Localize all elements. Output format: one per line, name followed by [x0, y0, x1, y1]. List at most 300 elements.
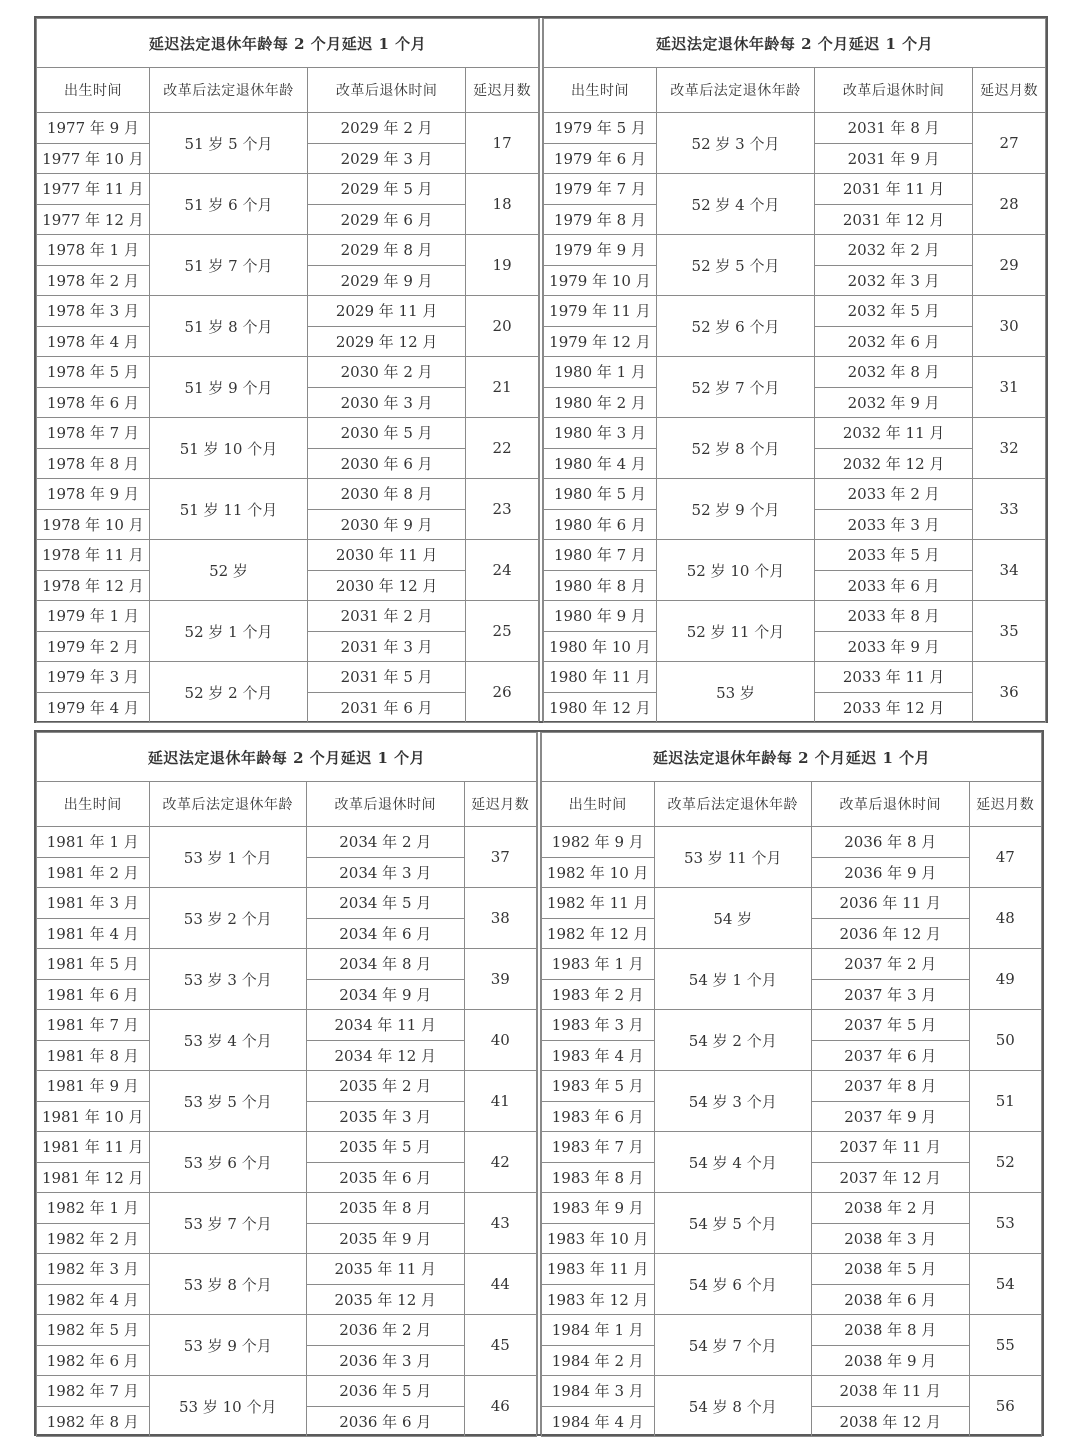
table-row [542, 888, 1042, 919]
birth-month-cell: 1983 年 8 月 [542, 1162, 655, 1193]
delay-months-cell: 47 [969, 827, 1042, 888]
delay-months-cell: 23 [466, 479, 539, 540]
table-row [544, 540, 1046, 571]
birth-month-cell: 1983 年 6 月 [542, 1101, 655, 1132]
birth-month-cell: 1980 年 5 月 [544, 479, 657, 510]
birth-month-cell: 1979 年 12 月 [544, 326, 657, 357]
retirement-age-cell: 52 岁 3 个月 [656, 113, 814, 174]
retirement-time-cell: 2030 年 2 月 [308, 357, 466, 388]
birth-month-cell: 1978 年 1 月 [37, 235, 150, 266]
birth-month-cell: 1978 年 11 月 [37, 540, 150, 571]
birth-month-cell: 1978 年 8 月 [37, 448, 150, 479]
table-row [542, 1315, 1042, 1346]
birth-month-cell: 1981 年 8 月 [37, 1040, 150, 1071]
birth-month-cell: 1983 年 1 月 [542, 949, 655, 980]
table-row [544, 113, 1046, 144]
retirement-time-cell: 2031 年 5 月 [308, 662, 466, 693]
retirement-age-cell: 54 岁 2 个月 [654, 1010, 812, 1071]
retirement-time-cell: 2037 年 3 月 [812, 979, 970, 1010]
birth-month-cell: 1977 年 10 月 [37, 143, 150, 174]
retirement-age-cell: 52 岁 4 个月 [656, 174, 814, 235]
table-row [544, 296, 1046, 327]
retirement-age-cell: 51 岁 11 个月 [149, 479, 307, 540]
delay-months-cell: 33 [973, 479, 1046, 540]
birth-month-cell: 1983 年 7 月 [542, 1132, 655, 1163]
retirement-age-cell: 51 岁 9 个月 [149, 357, 307, 418]
retirement-time-cell: 2032 年 3 月 [815, 265, 973, 296]
retirement-time-cell: 2036 年 9 月 [812, 857, 970, 888]
table-row [542, 1376, 1042, 1407]
birth-month-cell: 1979 年 5 月 [544, 113, 657, 144]
birth-month-cell: 1981 年 9 月 [37, 1071, 150, 1102]
retirement-time-cell: 2031 年 11 月 [815, 174, 973, 205]
birth-month-cell: 1980 年 7 月 [544, 540, 657, 571]
retirement-time-cell: 2030 年 3 月 [308, 387, 466, 418]
birth-month-cell: 1979 年 4 月 [37, 692, 150, 723]
delay-months-cell: 29 [973, 235, 1046, 296]
retirement-age-cell: 54 岁 7 个月 [654, 1315, 812, 1376]
delay-months-cell: 46 [464, 1376, 537, 1437]
table-row [542, 1193, 1042, 1224]
delay-months-cell: 36 [973, 662, 1046, 723]
birth-month-cell: 1979 年 3 月 [37, 662, 150, 693]
table-block-top [34, 16, 1048, 723]
retirement-time-cell: 2035 年 3 月 [307, 1101, 465, 1132]
retirement-age-cell: 52 岁 9 个月 [656, 479, 814, 540]
delay-months-cell: 49 [969, 949, 1042, 1010]
birth-month-cell: 1982 年 2 月 [37, 1223, 150, 1254]
retirement-time-cell: 2029 年 8 月 [308, 235, 466, 266]
retirement-time-cell: 2030 年 11 月 [308, 540, 466, 571]
retirement-age-cell: 52 岁 10 个月 [656, 540, 814, 601]
delay-months-cell: 39 [464, 949, 537, 1010]
table-header-row [542, 782, 1042, 827]
retirement-time-cell: 2033 年 3 月 [815, 509, 973, 540]
delay-months-cell: 17 [466, 113, 539, 174]
retirement-time-cell: 2032 年 5 月 [815, 296, 973, 327]
retirement-time-cell: 2031 年 8 月 [815, 113, 973, 144]
birth-month-cell: 1981 年 10 月 [37, 1101, 150, 1132]
birth-month-cell: 1980 年 11 月 [544, 662, 657, 693]
delay-months-cell: 35 [973, 601, 1046, 662]
header-retirement-time: 改革后退休时间 [815, 68, 973, 113]
retirement-time-cell: 2035 年 9 月 [307, 1223, 465, 1254]
retirement-table-2 [543, 18, 1046, 721]
delay-months-cell: 56 [969, 1376, 1042, 1437]
retirement-time-cell: 2037 年 6 月 [812, 1040, 970, 1071]
birth-month-cell: 1983 年 10 月 [542, 1223, 655, 1254]
retirement-age-cell: 52 岁 8 个月 [656, 418, 814, 479]
birth-month-cell: 1982 年 5 月 [37, 1315, 150, 1346]
retirement-time-cell: 2033 年 11 月 [815, 662, 973, 693]
birth-month-cell: 1979 年 9 月 [544, 235, 657, 266]
retirement-time-cell: 2034 年 6 月 [307, 918, 465, 949]
table-row [544, 662, 1046, 693]
retirement-time-cell: 2037 年 12 月 [812, 1162, 970, 1193]
delay-months-cell: 55 [969, 1315, 1042, 1376]
table-row [544, 601, 1046, 632]
table-row [542, 1010, 1042, 1041]
retirement-time-cell: 2036 年 2 月 [307, 1315, 465, 1346]
retirement-time-cell: 2030 年 9 月 [308, 509, 466, 540]
birth-month-cell: 1978 年 4 月 [37, 326, 150, 357]
table-title-row [542, 733, 1042, 782]
retirement-age-cell: 53 岁 10 个月 [149, 1376, 307, 1437]
retirement-age-cell: 53 岁 7 个月 [149, 1193, 307, 1254]
table-title: 延迟法定退休年龄每 2 个月延迟 1 个月 [544, 19, 1046, 68]
header-retirement-time: 改革后退休时间 [812, 782, 970, 827]
header-delay-months: 延迟月数 [464, 782, 537, 827]
birth-month-cell: 1981 年 11 月 [37, 1132, 150, 1163]
retirement-age-cell: 52 岁 6 个月 [656, 296, 814, 357]
birth-month-cell: 1984 年 4 月 [542, 1406, 655, 1437]
header-birth-time: 出生时间 [542, 782, 655, 827]
table-row [37, 949, 537, 980]
retirement-time-cell: 2030 年 5 月 [308, 418, 466, 449]
retirement-time-cell: 2031 年 12 月 [815, 204, 973, 235]
table-row [37, 357, 539, 388]
delay-months-cell: 31 [973, 357, 1046, 418]
retirement-time-cell: 2033 年 8 月 [815, 601, 973, 632]
birth-month-cell: 1981 年 2 月 [37, 857, 150, 888]
birth-month-cell: 1977 年 12 月 [37, 204, 150, 235]
retirement-time-cell: 2035 年 6 月 [307, 1162, 465, 1193]
birth-month-cell: 1982 年 11 月 [542, 888, 655, 919]
retirement-time-cell: 2035 年 11 月 [307, 1254, 465, 1285]
retirement-time-cell: 2032 年 11 月 [815, 418, 973, 449]
birth-month-cell: 1978 年 5 月 [37, 357, 150, 388]
table-row [37, 1132, 537, 1163]
retirement-time-cell: 2032 年 6 月 [815, 326, 973, 357]
birth-month-cell: 1984 年 3 月 [542, 1376, 655, 1407]
retirement-age-cell: 52 岁 7 个月 [656, 357, 814, 418]
birth-month-cell: 1979 年 8 月 [544, 204, 657, 235]
retirement-time-cell: 2036 年 11 月 [812, 888, 970, 919]
retirement-age-cell: 51 岁 8 个月 [149, 296, 307, 357]
retirement-time-cell: 2031 年 6 月 [308, 692, 466, 723]
retirement-time-cell: 2034 年 12 月 [307, 1040, 465, 1071]
birth-month-cell: 1982 年 1 月 [37, 1193, 150, 1224]
table-row [37, 235, 539, 266]
retirement-age-cell: 54 岁 4 个月 [654, 1132, 812, 1193]
table-row [542, 949, 1042, 980]
delay-months-cell: 19 [466, 235, 539, 296]
birth-month-cell: 1978 年 12 月 [37, 570, 150, 601]
birth-month-cell: 1982 年 9 月 [542, 827, 655, 858]
retirement-time-cell: 2033 年 12 月 [815, 692, 973, 723]
birth-month-cell: 1983 年 9 月 [542, 1193, 655, 1224]
retirement-time-cell: 2032 年 8 月 [815, 357, 973, 388]
table-row [542, 827, 1042, 858]
table-row [37, 174, 539, 205]
birth-month-cell: 1982 年 4 月 [37, 1284, 150, 1315]
header-birth-time: 出生时间 [37, 68, 150, 113]
table-header-row [37, 68, 539, 113]
retirement-table-1 [36, 18, 539, 721]
retirement-time-cell: 2035 年 2 月 [307, 1071, 465, 1102]
table-row [37, 418, 539, 449]
table-row [37, 827, 537, 858]
delay-months-cell: 42 [464, 1132, 537, 1193]
retirement-table [36, 732, 537, 1437]
retirement-time-cell: 2032 年 2 月 [815, 235, 973, 266]
table-row [37, 1254, 537, 1285]
delay-months-cell: 52 [969, 1132, 1042, 1193]
delay-months-cell: 27 [973, 113, 1046, 174]
retirement-time-cell: 2035 年 12 月 [307, 1284, 465, 1315]
delay-months-cell: 26 [466, 662, 539, 723]
delay-months-cell: 24 [466, 540, 539, 601]
delay-months-cell: 18 [466, 174, 539, 235]
retirement-time-cell: 2038 年 2 月 [812, 1193, 970, 1224]
delay-months-cell: 32 [973, 418, 1046, 479]
table-row [37, 662, 539, 693]
delay-months-cell: 22 [466, 418, 539, 479]
birth-month-cell: 1982 年 10 月 [542, 857, 655, 888]
birth-month-cell: 1980 年 10 月 [544, 631, 657, 662]
retirement-time-cell: 2038 年 8 月 [812, 1315, 970, 1346]
birth-month-cell: 1981 年 6 月 [37, 979, 150, 1010]
retirement-time-cell: 2033 年 2 月 [815, 479, 973, 510]
delay-months-cell: 21 [466, 357, 539, 418]
birth-month-cell: 1981 年 12 月 [37, 1162, 150, 1193]
retirement-time-cell: 2036 年 5 月 [307, 1376, 465, 1407]
birth-month-cell: 1983 年 4 月 [542, 1040, 655, 1071]
table-row [542, 1071, 1042, 1102]
delay-months-cell: 53 [969, 1193, 1042, 1254]
retirement-time-cell: 2034 年 3 月 [307, 857, 465, 888]
retirement-time-cell: 2029 年 9 月 [308, 265, 466, 296]
retirement-time-cell: 2036 年 12 月 [812, 918, 970, 949]
table-row [37, 1010, 537, 1041]
birth-month-cell: 1979 年 2 月 [37, 631, 150, 662]
table-row [37, 1071, 537, 1102]
table-header-row [37, 782, 537, 827]
retirement-time-cell: 2037 年 5 月 [812, 1010, 970, 1041]
header-retirement-age: 改革后法定退休年龄 [149, 68, 307, 113]
birth-month-cell: 1982 年 7 月 [37, 1376, 150, 1407]
header-birth-time: 出生时间 [37, 782, 150, 827]
birth-month-cell: 1983 年 3 月 [542, 1010, 655, 1041]
retirement-time-cell: 2029 年 2 月 [308, 113, 466, 144]
delay-months-cell: 48 [969, 888, 1042, 949]
birth-month-cell: 1978 年 7 月 [37, 418, 150, 449]
delay-months-cell: 37 [464, 827, 537, 888]
retirement-time-cell: 2037 年 9 月 [812, 1101, 970, 1132]
birth-month-cell: 1982 年 6 月 [37, 1345, 150, 1376]
retirement-time-cell: 2035 年 5 月 [307, 1132, 465, 1163]
birth-month-cell: 1983 年 2 月 [542, 979, 655, 1010]
birth-month-cell: 1978 年 10 月 [37, 509, 150, 540]
retirement-time-cell: 2033 年 5 月 [815, 540, 973, 571]
retirement-age-cell: 51 岁 7 个月 [149, 235, 307, 296]
delay-months-cell: 34 [973, 540, 1046, 601]
birth-month-cell: 1983 年 5 月 [542, 1071, 655, 1102]
retirement-age-cell: 53 岁 6 个月 [149, 1132, 307, 1193]
retirement-age-cell: 52 岁 11 个月 [656, 601, 814, 662]
retirement-time-cell: 2030 年 6 月 [308, 448, 466, 479]
delay-months-cell: 40 [464, 1010, 537, 1071]
table-row [542, 1254, 1042, 1285]
delay-months-cell: 44 [464, 1254, 537, 1315]
birth-month-cell: 1978 年 9 月 [37, 479, 150, 510]
birth-month-cell: 1980 年 4 月 [544, 448, 657, 479]
retirement-time-cell: 2031 年 2 月 [308, 601, 466, 632]
birth-month-cell: 1981 年 7 月 [37, 1010, 150, 1041]
table-row [37, 296, 539, 327]
birth-month-cell: 1978 年 6 月 [37, 387, 150, 418]
retirement-time-cell: 2032 年 12 月 [815, 448, 973, 479]
table-title-row [37, 733, 537, 782]
retirement-table-3 [36, 732, 537, 1434]
birth-month-cell: 1977 年 11 月 [37, 174, 150, 205]
retirement-age-cell: 54 岁 [654, 888, 812, 949]
retirement-age-cell: 52 岁 2 个月 [149, 662, 307, 723]
retirement-time-cell: 2038 年 12 月 [812, 1406, 970, 1437]
retirement-time-cell: 2029 年 5 月 [308, 174, 466, 205]
retirement-time-cell: 2035 年 8 月 [307, 1193, 465, 1224]
birth-month-cell: 1981 年 4 月 [37, 918, 150, 949]
retirement-time-cell: 2037 年 2 月 [812, 949, 970, 980]
retirement-table-4 [541, 732, 1042, 1434]
table-title: 延迟法定退休年龄每 2 个月延迟 1 个月 [37, 19, 539, 68]
birth-month-cell: 1982 年 8 月 [37, 1406, 150, 1437]
delay-months-cell: 54 [969, 1254, 1042, 1315]
retirement-table [541, 732, 1042, 1437]
table-row [37, 1315, 537, 1346]
retirement-time-cell: 2038 年 5 月 [812, 1254, 970, 1285]
table-row [544, 357, 1046, 388]
table-row [542, 1132, 1042, 1163]
retirement-age-cell: 51 岁 6 个月 [149, 174, 307, 235]
retirement-age-cell: 54 岁 1 个月 [654, 949, 812, 1010]
delay-months-cell: 50 [969, 1010, 1042, 1071]
birth-month-cell: 1981 年 3 月 [37, 888, 150, 919]
table-title-row [37, 19, 539, 68]
birth-month-cell: 1977 年 9 月 [37, 113, 150, 144]
table-row [37, 1376, 537, 1407]
retirement-time-cell: 2029 年 3 月 [308, 143, 466, 174]
birth-month-cell: 1979 年 7 月 [544, 174, 657, 205]
retirement-time-cell: 2034 年 9 月 [307, 979, 465, 1010]
header-delay-months: 延迟月数 [973, 68, 1046, 113]
table-row [37, 479, 539, 510]
retirement-age-cell: 52 岁 1 个月 [149, 601, 307, 662]
table-title: 延迟法定退休年龄每 2 个月延迟 1 个月 [37, 733, 537, 782]
table-row [544, 479, 1046, 510]
table-row [37, 113, 539, 144]
retirement-age-cell: 54 岁 8 个月 [654, 1376, 812, 1437]
table-block-bottom [34, 730, 1044, 1436]
retirement-age-cell: 53 岁 1 个月 [149, 827, 307, 888]
retirement-age-cell: 53 岁 3 个月 [149, 949, 307, 1010]
header-retirement-time: 改革后退休时间 [307, 782, 465, 827]
retirement-time-cell: 2037 年 11 月 [812, 1132, 970, 1163]
header-retirement-age: 改革后法定退休年龄 [149, 782, 307, 827]
table-title: 延迟法定退休年龄每 2 个月延迟 1 个月 [542, 733, 1042, 782]
retirement-age-cell: 53 岁 2 个月 [149, 888, 307, 949]
header-retirement-time: 改革后退休时间 [308, 68, 466, 113]
retirement-age-cell: 53 岁 5 个月 [149, 1071, 307, 1132]
retirement-time-cell: 2037 年 8 月 [812, 1071, 970, 1102]
retirement-time-cell: 2038 年 9 月 [812, 1345, 970, 1376]
birth-month-cell: 1980 年 1 月 [544, 357, 657, 388]
retirement-time-cell: 2029 年 12 月 [308, 326, 466, 357]
retirement-table [543, 18, 1046, 723]
retirement-time-cell: 2038 年 11 月 [812, 1376, 970, 1407]
birth-month-cell: 1984 年 2 月 [542, 1345, 655, 1376]
retirement-age-cell: 52 岁 [149, 540, 307, 601]
birth-month-cell: 1979 年 6 月 [544, 143, 657, 174]
retirement-time-cell: 2036 年 8 月 [812, 827, 970, 858]
retirement-age-cell: 53 岁 4 个月 [149, 1010, 307, 1071]
birth-month-cell: 1978 年 2 月 [37, 265, 150, 296]
retirement-age-cell: 51 岁 5 个月 [149, 113, 307, 174]
table-row [544, 235, 1046, 266]
birth-month-cell: 1982 年 3 月 [37, 1254, 150, 1285]
retirement-time-cell: 2036 年 3 月 [307, 1345, 465, 1376]
retirement-age-cell: 53 岁 11 个月 [654, 827, 812, 888]
delay-months-cell: 25 [466, 601, 539, 662]
retirement-time-cell: 2038 年 3 月 [812, 1223, 970, 1254]
delay-months-cell: 28 [973, 174, 1046, 235]
retirement-age-cell: 53 岁 9 个月 [149, 1315, 307, 1376]
delay-months-cell: 30 [973, 296, 1046, 357]
retirement-time-cell: 2034 年 8 月 [307, 949, 465, 980]
table-row [544, 174, 1046, 205]
birth-month-cell: 1980 年 8 月 [544, 570, 657, 601]
retirement-time-cell: 2032 年 9 月 [815, 387, 973, 418]
header-delay-months: 延迟月数 [969, 782, 1042, 827]
delay-months-cell: 38 [464, 888, 537, 949]
table-row [544, 418, 1046, 449]
birth-month-cell: 1981 年 5 月 [37, 949, 150, 980]
birth-month-cell: 1980 年 6 月 [544, 509, 657, 540]
birth-month-cell: 1980 年 9 月 [544, 601, 657, 632]
retirement-time-cell: 2033 年 6 月 [815, 570, 973, 601]
delay-months-cell: 41 [464, 1071, 537, 1132]
retirement-time-cell: 2033 年 9 月 [815, 631, 973, 662]
birth-month-cell: 1980 年 2 月 [544, 387, 657, 418]
retirement-age-cell: 53 岁 [656, 662, 814, 723]
retirement-time-cell: 2030 年 12 月 [308, 570, 466, 601]
birth-month-cell: 1978 年 3 月 [37, 296, 150, 327]
retirement-age-cell: 54 岁 6 个月 [654, 1254, 812, 1315]
table-row [37, 888, 537, 919]
table-row [37, 540, 539, 571]
retirement-age-cell: 54 岁 3 个月 [654, 1071, 812, 1132]
birth-month-cell: 1980 年 3 月 [544, 418, 657, 449]
birth-month-cell: 1979 年 1 月 [37, 601, 150, 632]
table-title-row [544, 19, 1046, 68]
retirement-age-cell: 54 岁 5 个月 [654, 1193, 812, 1254]
retirement-time-cell: 2036 年 6 月 [307, 1406, 465, 1437]
delay-months-cell: 20 [466, 296, 539, 357]
table-row [37, 601, 539, 632]
delay-months-cell: 51 [969, 1071, 1042, 1132]
retirement-time-cell: 2030 年 8 月 [308, 479, 466, 510]
retirement-age-cell: 52 岁 5 个月 [656, 235, 814, 296]
header-delay-months: 延迟月数 [466, 68, 539, 113]
birth-month-cell: 1983 年 11 月 [542, 1254, 655, 1285]
table-row [37, 1193, 537, 1224]
retirement-time-cell: 2038 年 6 月 [812, 1284, 970, 1315]
birth-month-cell: 1983 年 12 月 [542, 1284, 655, 1315]
birth-month-cell: 1980 年 12 月 [544, 692, 657, 723]
retirement-table [36, 18, 539, 723]
header-retirement-age: 改革后法定退休年龄 [656, 68, 814, 113]
retirement-time-cell: 2034 年 5 月 [307, 888, 465, 919]
